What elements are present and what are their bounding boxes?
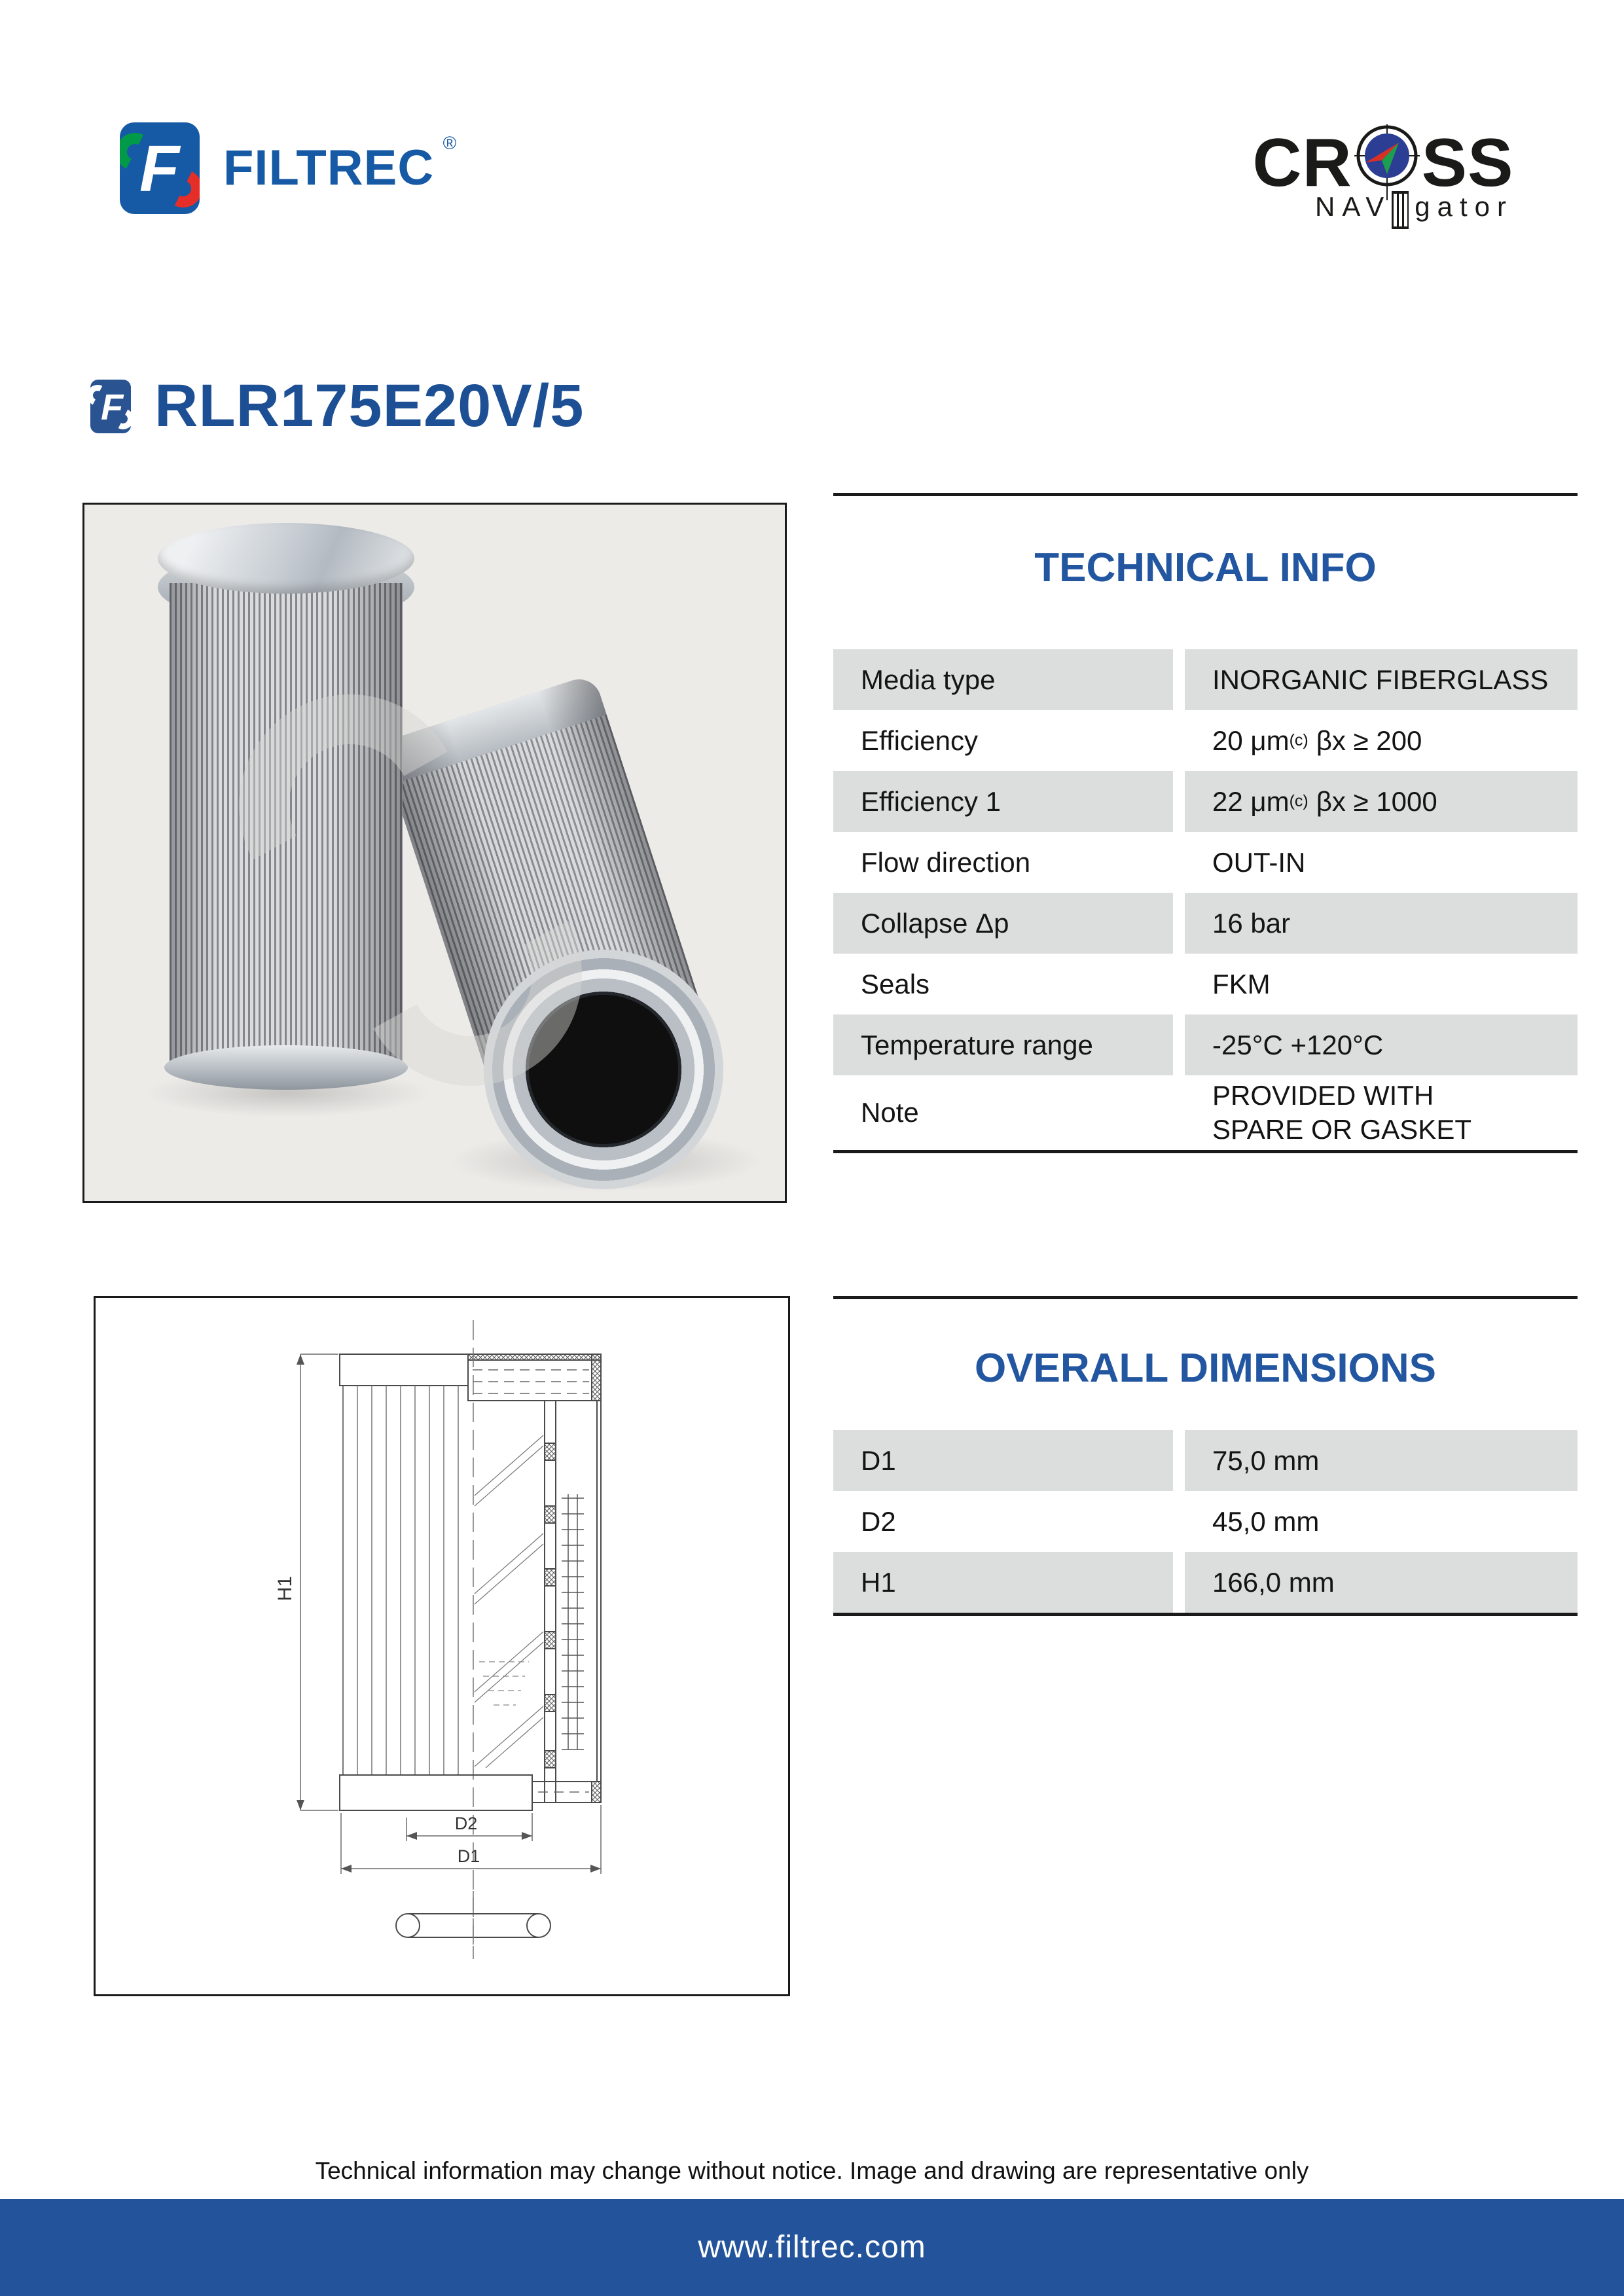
row-label: D1 [833, 1430, 1173, 1491]
row-value [1185, 649, 1578, 710]
website-link[interactable]: www.filtrec.com [698, 2230, 926, 2265]
column-divider [1173, 1075, 1185, 1150]
disclaimer-text: Technical information may change without notice. Image and drawing are representative only [315, 2157, 1309, 2184]
row-label: Flow direction [861, 846, 1031, 878]
value-text: 75,0 mm [1212, 1444, 1320, 1476]
value-text: 20 μm [1212, 725, 1290, 756]
column-divider [1173, 1552, 1185, 1613]
overall-dimensions-table [833, 1430, 1578, 1616]
row-label: Temperature range [833, 1014, 1173, 1075]
table-row [833, 954, 1578, 1014]
row-value [1185, 1014, 1578, 1075]
value-subscript: (c) [1289, 792, 1308, 810]
gator-text: gator [1415, 191, 1513, 222]
row-value [1185, 1075, 1578, 1150]
value-text: OUT-IN [1212, 846, 1306, 878]
table-row [833, 1491, 1578, 1552]
column-divider [1173, 893, 1185, 954]
table-row [833, 1430, 1578, 1491]
row-label: D2 [861, 1505, 896, 1537]
column-divider [1173, 1430, 1185, 1491]
row-value [1185, 832, 1578, 893]
row-label: Efficiency 1 [833, 771, 1173, 832]
row-label: H1 [833, 1552, 1173, 1613]
value-text: PROVIDED WITH SPARE OR GASKET [1212, 1080, 1471, 1145]
registered-trademark: ® [442, 133, 457, 153]
value-text: βx ≥ 200 [1316, 725, 1422, 756]
compass-icon [1354, 124, 1420, 202]
drawing-d1-label: D1 [457, 1846, 480, 1866]
cross-text-right: SS [1421, 125, 1514, 201]
column-i-icon [1392, 191, 1409, 229]
overall-dimensions-title: OVERALL DIMENSIONS [974, 1346, 1437, 1391]
table-bottom-rule [833, 1613, 1578, 1616]
filtrec-wordmark-wrap [223, 133, 457, 196]
value-subscript: (c) [1289, 731, 1308, 749]
logo-monogram: F [139, 132, 180, 206]
technical-info-table [833, 649, 1578, 1153]
filtrec-logo [120, 122, 457, 214]
value-text: FKM [1212, 968, 1271, 999]
row-value [1185, 893, 1578, 954]
cross-text-left: CR [1252, 125, 1352, 201]
value-text: 16 bar [1212, 907, 1291, 939]
value-text: 45,0 mm [1212, 1505, 1320, 1537]
row-label: Collapse Δp [833, 893, 1173, 954]
cross-wordline [1249, 124, 1517, 202]
filtrec-mini-icon [90, 380, 131, 433]
table-row [833, 1014, 1578, 1075]
value-text: βx ≥ 1000 [1316, 785, 1437, 817]
drawing-d2-label: D2 [454, 1814, 478, 1833]
technical-info-title: TECHNICAL INFO [1034, 545, 1377, 590]
row-label: Efficiency [861, 725, 978, 756]
table-bottom-rule [833, 1150, 1578, 1153]
drawing-h1-label: H1 [274, 1575, 296, 1602]
footer-bar [0, 2199, 1624, 2296]
filtrec-wordmark: FILTREC [223, 140, 435, 196]
table-row [833, 649, 1578, 710]
table-row [833, 771, 1578, 832]
product-photo [82, 503, 787, 1203]
product-code: RLR175E20V/5 [154, 372, 585, 439]
row-label: Seals [861, 968, 930, 999]
row-value [1185, 771, 1578, 832]
value-text: -25°C +120°C [1212, 1029, 1384, 1060]
table-row [833, 893, 1578, 954]
filtrec-mark-icon [120, 122, 200, 214]
column-divider [1173, 1491, 1185, 1552]
column-divider [1173, 1014, 1185, 1075]
row-value [1185, 1430, 1578, 1491]
row-value [1185, 1552, 1578, 1613]
column-divider [1173, 771, 1185, 832]
column-divider [1173, 649, 1185, 710]
table-row [833, 1552, 1578, 1613]
section-divider [833, 1296, 1578, 1299]
column-divider [1173, 832, 1185, 893]
filter-base-rim [164, 1045, 408, 1090]
row-label: Media type [833, 649, 1173, 710]
product-title-row [90, 372, 584, 440]
row-value [1185, 710, 1578, 771]
row-value [1185, 954, 1578, 1014]
row-value [1185, 1491, 1578, 1552]
column-divider [1173, 710, 1185, 771]
row-label: Note [861, 1097, 919, 1128]
table-row [833, 1075, 1578, 1150]
technical-drawing [94, 1296, 790, 1996]
drawing-svg [96, 1298, 788, 1994]
section-divider [833, 493, 1578, 496]
mini-icon-monogram: F [101, 386, 124, 427]
column-divider [1173, 954, 1185, 1014]
value-text: 22 μm [1212, 785, 1290, 817]
nav-text: NAV [1315, 191, 1392, 222]
table-row [833, 710, 1578, 771]
table-row [833, 832, 1578, 893]
filter-cap-top [158, 523, 414, 594]
value-text: INORGANIC FIBERGLASS [1212, 664, 1549, 695]
value-text: 166,0 mm [1212, 1566, 1335, 1598]
cross-navigator-logo [1249, 124, 1517, 223]
